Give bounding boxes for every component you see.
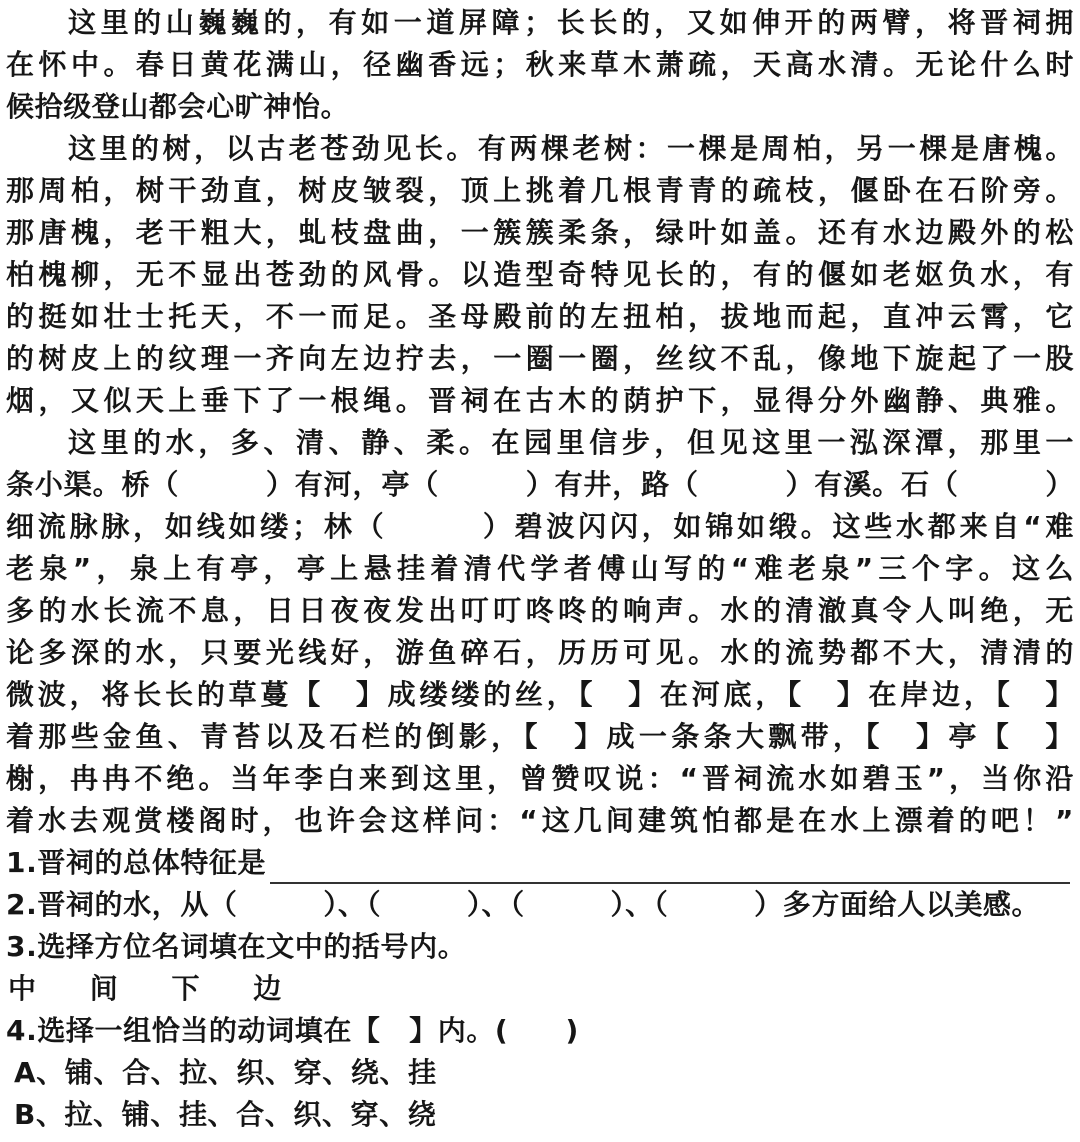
passage-line: 烟，又似天上垂下了一根绳。晋祠在古木的荫护下，显得分外幽静、典雅。 [6,384,1074,417]
passage-line: 多的水长流不息，日日夜夜发出叮叮咚咚的响声。水的清澈真令人叫绝，无 [6,594,1074,627]
question-3: 3.选择方位名词填在文中的括号内。 [6,930,467,963]
passage-line: 这里的水，多、清、静、柔。在园里信步，但见这里一泓深潭，那里一 [68,426,1074,459]
passage-line: 细流脉脉，如线如缕；林（ ）碧波闪闪，如锦如缎。这些水都来自“难 [6,510,1074,543]
question-2: 2.晋祠的水，从（ ）、（ ）、（ ）、（ ）多方面给人以美感。 [6,888,1041,921]
option-b: B、拉、铺、挂、合、织、穿、绕 [14,1098,437,1131]
passage-line: 这里的山巍巍的，有如一道屏障；长长的，又如伸开的两臂，将晋祠拥 [68,6,1074,39]
passage-line: 着那些金鱼、青苔以及石栏的倒影，【 】成一条条大飘带，【 】亭【 】 [6,720,1074,753]
passage-line: 微波，将长长的草蔓【 】成缕缕的丝，【 】在河底，【 】在岸边，【 】 [6,678,1074,711]
passage-line: 论多深的水，只要光线好，游鱼碎石，历历可见。水的流势都不大，清清的 [6,636,1074,669]
passage-line: 柏槐柳，无不显出苍劲的风骨。以造型奇特见长的，有的偃如老妪负水，有 [6,258,1074,291]
passage-line: 在怀中。春日黄花满山，径幽香远；秋来草木萧疏，天高水清。无论什么时 [6,48,1074,81]
passage-line: 的树皮上的纹理一齐向左边拧去，一圈一圈，丝纹不乱，像地下旋起了一股 [6,342,1074,375]
passage-line: 这里的树，以古老苍劲见长。有两棵老树：一棵是周柏，另一棵是唐槐。 [68,132,1074,165]
question-3-word-choices: 中 间 下 边 [8,972,304,1005]
passage-line: 候拾级登山都会心旷神怡。 [6,90,350,123]
question-1-text: 1.晋祠的总体特征是 [6,846,267,879]
answer-blank-line[interactable] [270,848,1070,884]
question-4: 4.选择一组恰当的动词填在【 】内。( ) [6,1014,579,1047]
passage-line: 榭，冉冉不绝。当年李白来到这里，曾赞叹说：“晋祠流水如碧玉”，当你沿 [6,762,1074,795]
passage-line: 条小渠。桥（ ）有河，亭（ ）有井，路（ ）有溪。石（ ） [6,468,1074,501]
question-1 [6,842,1074,884]
option-a: A、铺、合、拉、织、穿、绕、挂 [14,1056,437,1089]
passage-line: 那周柏，树干劲直，树皮皱裂，顶上挑着几根青青的疏枝，偃卧在石阶旁。 [6,174,1074,207]
passage-line: 着水去观赏楼阁时，也许会这样问：“这几间建筑怕都是在水上漂着的吧！” [6,804,1074,837]
passage-line: 的挺如壮士托天，不一而足。圣母殿前的左扭柏，拔地而起，直冲云霄，它 [6,300,1074,333]
passage-line: 老泉”，泉上有亭，亭上悬挂着清代学者傅山写的“难老泉”三个字。这么 [6,552,1074,585]
passage-line: 那唐槐，老干粗大，虬枝盘曲，一簇簇柔条，绿叶如盖。还有水边殿外的松 [6,216,1074,249]
